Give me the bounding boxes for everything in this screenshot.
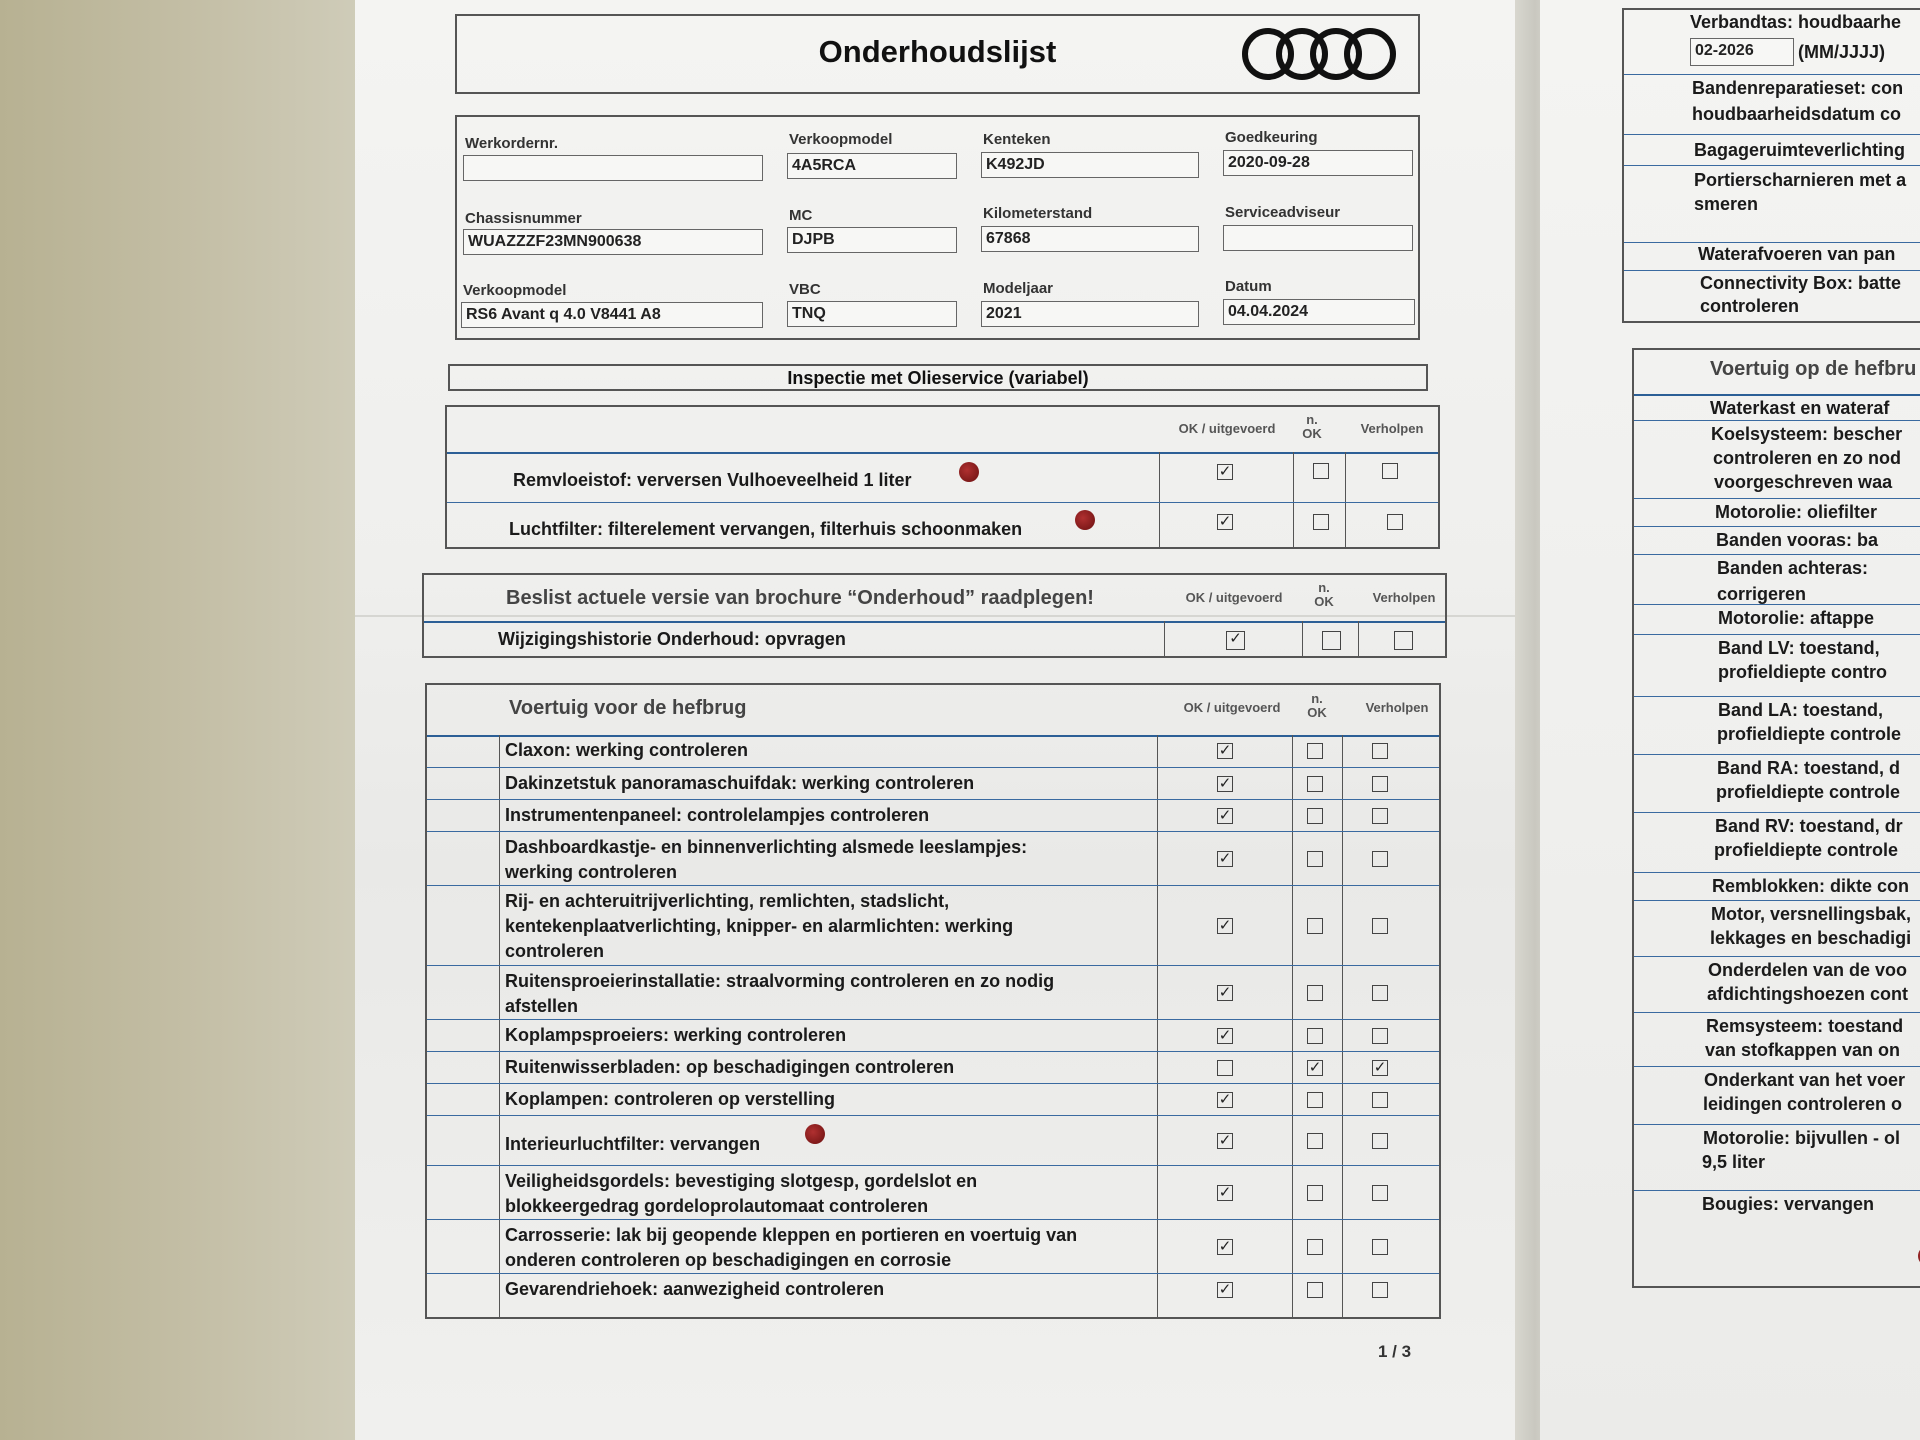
checkbox-fix[interactable] [1372,1282,1388,1298]
audi-rings-icon [1240,26,1400,82]
checkbox-fix[interactable] [1372,1239,1388,1255]
right-row-text: Motorolie: bijvullen - ol [1703,1128,1900,1148]
checkbox-nok[interactable] [1307,1185,1323,1201]
row-text [505,1223,1077,1273]
checkbox-nok[interactable] [1307,1282,1323,1298]
row-text-line: werking controleren [505,862,678,882]
red-dot-marker [1075,510,1095,530]
col-ok: OK / uitgevoerd [1178,421,1276,436]
row-text [505,1087,835,1112]
table-row [427,1115,1439,1166]
right-table-top [1622,8,1920,323]
grid-line [1634,696,1920,697]
row-text-line: Ruitensproeierinstallatie: straalvorming controleren en zo nodig [505,971,1055,991]
right-row-text: controleren [1700,296,1800,316]
col-nok: n. OK [1302,412,1322,441]
field-mc: DJPB [787,227,957,253]
grid-line [1634,634,1920,635]
grid-line [1634,498,1920,499]
right-row-text: van stofkappen van on [1705,1040,1901,1060]
row-text [505,835,1027,885]
row-text: Remvloeistof: verversen Vulhoeveelheid 1 liter [513,470,912,490]
table-row [447,452,1438,502]
table-row [427,831,1439,886]
wall-background [0,0,360,1440]
right-row-text: Motorolie: oliefilter [1715,502,1877,522]
row-text-line: Koplampen: controleren op verstelling [505,1089,836,1109]
row-text: Wijzigingshistorie Onderhoud: opvragen [498,629,846,649]
table-row [447,502,1438,550]
checkbox-nok[interactable] [1313,463,1329,479]
right-row-text: houdbaarheidsdatum co [1692,104,1902,124]
right-row-text: lekkages en beschadigi [1710,928,1912,948]
col-ok: OK / uitgevoerd [1183,700,1281,715]
right-row-text: corrigeren [1717,584,1807,604]
right-row-text: Waterafvoeren van pan [1698,244,1896,264]
grid-line [1634,526,1920,527]
right-row-text: profieldiepte contro [1718,662,1888,682]
field-datum: 04.04.2024 [1223,299,1415,325]
red-dot-marker [959,462,979,482]
page-title: Onderhoudslijst [818,34,1057,69]
checkbox-nok[interactable] [1307,1239,1323,1255]
checkbox-ok[interactable]: ✓ [1218,807,1232,824]
field-kenteken: K492JD [981,152,1199,178]
right-table-hefbrug [1632,348,1920,1288]
table-header [447,407,1438,454]
table-row [424,621,1445,658]
checkbox-fix[interactable] [1372,1133,1388,1149]
row-text-line: blokkeergedrag gordeloprolautomaat controleren [505,1196,929,1216]
label-werkordernr: Werkordernr. [465,135,559,152]
table-row [427,1083,1439,1116]
table-header [424,575,1445,623]
row-text-line: Carrosserie: lak bij geopende kleppen en portieren en voertuig van [505,1225,1078,1245]
table-row [427,767,1439,800]
right-row-text: Band RV: toestand, dr [1715,816,1903,836]
page-number: 1 / 3 [1378,1342,1412,1361]
col-ok: OK / uitgevoerd [1185,590,1283,605]
checkbox-fix[interactable] [1394,631,1413,650]
checkbox-ok[interactable]: ✓ [1218,742,1232,759]
right-row-text: Portierscharnieren met a [1694,170,1907,190]
grid-line [1634,604,1920,605]
checkbox-fix[interactable]: ✓ [1373,1059,1387,1076]
grid-line [1634,812,1920,813]
right-row-text: Band LV: toestand, [1718,638,1880,658]
grid-line [1624,74,1920,75]
right-row-text: profieldiepte controle [1714,840,1899,860]
field-modeljaar: 2021 [981,301,1199,327]
col-fix: Verholpen [1372,590,1436,605]
field-goedkeuring: 2020-09-28 [1223,150,1413,176]
table-row [427,1219,1439,1274]
row-text [505,1277,884,1302]
checkbox-fix[interactable] [1372,985,1388,1001]
grid-line [1634,1066,1920,1067]
checkbox-ok[interactable]: ✓ [1218,775,1232,792]
row-text-line: Instrumentenpaneel: controlelampjes controleren [505,805,930,825]
row-text-line: afstellen [505,996,579,1016]
row-text-line: Rij- en achteruitrijverlichting, remlichten, stadslicht, [505,891,950,911]
checkbox-ok[interactable]: ✓ [1218,850,1232,867]
grid-line [1634,420,1920,421]
right-table-title: Voertuig op de hefbru [1710,358,1917,380]
checkbox-ok[interactable]: ✓ [1218,463,1232,480]
label-verkoopmodel-code: Verkoopmodel [789,131,893,148]
grid-line [1634,554,1920,555]
table-voor-hefbrug [425,683,1441,1319]
checkbox-ok[interactable]: ✓ [1218,1091,1232,1108]
checkbox-fix[interactable] [1372,1185,1388,1201]
field-werkordernr [463,155,763,181]
checkbox-nok[interactable] [1307,851,1323,867]
row-text-line: Interieurluchtfilter: vervangen [505,1134,761,1154]
checkbox-fix[interactable] [1387,514,1403,530]
row-text-line: Gevarendriehoek: aanwezigheid controleren [505,1279,885,1299]
row-text [505,1055,954,1080]
table-row [427,965,1439,1020]
right-row-text: Bougies: vervangen [1702,1194,1875,1214]
table-row [427,799,1439,832]
grid-line [1624,134,1920,135]
right-row-text: controleren en zo nod [1713,448,1902,468]
right-row-text: Motor, versnellingsbak, [1711,904,1912,924]
row-text-line: Ruitenwisserbladen: op beschadigingen controleren [505,1057,955,1077]
right-row-text: Banden vooras: ba [1716,530,1879,550]
right-row-text: Band LA: toestand, [1718,700,1883,720]
field-serviceadviseur [1223,225,1413,251]
field-verkoopmodel-code: 4A5RCA [787,153,957,179]
right-row-text: Koelsysteem: bescher [1711,424,1903,444]
row-text [505,1132,760,1157]
grid-line [1634,1190,1920,1191]
checkbox-fix[interactable] [1372,808,1388,824]
table-row [427,735,1439,767]
title-box [455,14,1420,94]
right-row-text: (MM/JJJJ) [1798,42,1886,62]
label-modeljaar: Modeljaar [983,280,1054,297]
label-kilometerstand: Kilometerstand [983,205,1093,222]
checkbox-nok[interactable] [1307,985,1323,1001]
section-title: Inspectie met Olieservice (variabel) [448,364,1428,391]
right-row-text: Verbandtas: houdbaarhe [1690,12,1902,32]
grid-line [1634,956,1920,957]
table-title: Voertuig voor de hefbrug [509,697,747,719]
checkbox-nok[interactable] [1307,1028,1323,1044]
checkbox-nok[interactable] [1307,808,1323,824]
label-mc: MC [789,207,813,224]
right-row-text: Onderkant van het voer [1704,1070,1906,1090]
checkbox-nok[interactable] [1307,743,1323,759]
col-nok: n. OK [1314,580,1334,609]
row-text-line: Dashboardkastje- en binnenverlichting alsmede leeslampjes: [505,837,1028,857]
table-header [427,685,1439,737]
right-row-text: smeren [1694,194,1759,214]
row-text-line: Dakinzetstuk panoramaschuifdak: werking controleren [505,773,975,793]
col-nok: n. OK [1307,691,1327,720]
checkbox-ok[interactable]: ✓ [1218,1132,1232,1149]
row-text [505,1169,977,1219]
col-fix: Verholpen [1360,421,1424,436]
checkbox-fix[interactable] [1382,463,1398,479]
label-serviceadviseur: Serviceadviseur [1225,204,1341,221]
label-datum: Datum [1225,278,1272,295]
right-row-text: Remsysteem: toestand [1706,1016,1904,1036]
right-row-text: leidingen controleren o [1703,1094,1903,1114]
checkbox-ok[interactable]: ✓ [1218,984,1232,1001]
checkbox-ok[interactable]: ✓ [1218,1281,1232,1298]
field-verkoopmodel-name: RS6 Avant q 4.0 V8441 A8 [461,302,763,328]
table-row [427,1019,1439,1052]
vehicle-info-box [455,115,1420,340]
col-fix: Verholpen [1365,700,1429,715]
checkbox-ok[interactable]: ✓ [1218,1027,1232,1044]
checkbox-nok[interactable]: ✓ [1308,1059,1322,1076]
right-row-text: Connectivity Box: batte [1700,273,1902,293]
checkbox-fix[interactable] [1372,776,1388,792]
row-text-line: onderen controleren op beschadigingen en corrosie [505,1250,952,1270]
right-row-text: Banden achteras: [1717,558,1869,578]
right-row-text: Bandenreparatieset: con [1692,78,1904,98]
right-row-text: Onderdelen van de voo [1708,960,1908,980]
label-chassisnummer: Chassisnummer [465,210,582,227]
table-row [427,1273,1439,1306]
table-brochure [422,573,1447,658]
checkbox-ok[interactable]: ✓ [1218,1238,1232,1255]
grid-line [1634,754,1920,755]
label-kenteken: Kenteken [983,131,1051,148]
field-kilometerstand: 67868 [981,226,1199,252]
table-row [427,885,1439,966]
checkbox-ok[interactable]: ✓ [1218,917,1232,934]
row-text [505,771,974,796]
checkbox-fix[interactable] [1372,1092,1388,1108]
checkbox-nok[interactable] [1307,776,1323,792]
checkbox-nok[interactable] [1313,514,1329,530]
label-verkoopmodel-name: Verkoopmodel [463,282,567,299]
row-text-line: controleren [505,941,605,961]
field-verbandtas-date: 02-2026 [1690,38,1794,66]
checkbox-nok[interactable] [1322,631,1341,650]
checkbox-nok[interactable] [1307,1133,1323,1149]
checkbox-fix[interactable] [1372,851,1388,867]
grid-line [1634,1012,1920,1013]
right-row-text: Remblokken: dikte con [1712,876,1910,896]
checkbox-ok[interactable] [1217,1060,1233,1076]
right-row-text: voorgeschreven waa [1714,472,1893,492]
row-text [505,803,929,828]
row-text [505,889,1013,964]
row-text-line: Koplampsproeiers: werking controleren [505,1025,847,1045]
row-text-line: Claxon: werking controleren [505,740,749,760]
checkbox-ok[interactable]: ✓ [1226,631,1245,650]
table-row [427,1165,1439,1220]
checkbox-ok[interactable]: ✓ [1218,513,1232,530]
label-goedkeuring: Goedkeuring [1225,129,1318,146]
row-text [505,969,1054,1019]
row-text [505,1023,846,1048]
row-text [505,738,748,763]
checkbox-fix[interactable] [1372,743,1388,759]
right-row-text: profieldiepte controle [1716,782,1901,802]
row-text: Luchtfilter: filterelement vervangen, filterhuis schoonmaken [509,519,1023,539]
field-chassisnummer: WUAZZZF23MN900638 [463,229,763,255]
field-vbc: TNQ [787,301,957,327]
grid-line [1634,872,1920,873]
checkbox-fix[interactable] [1372,918,1388,934]
table-inspection [445,405,1440,549]
row-text-line: kentekenplaatverlichting, knipper- en alarmlichten: werking [505,916,1014,936]
table-row [427,1051,1439,1084]
right-row-text: Bagageruimteverlichting [1694,140,1906,160]
checkbox-fix[interactable] [1372,1028,1388,1044]
red-dot-marker [805,1124,825,1144]
right-row-text: Motorolie: aftappe [1718,608,1874,628]
grid-line [1624,165,1920,166]
table-title: Beslist actuele versie van brochure “Onderhoud” raadplegen! [506,587,1094,609]
checkbox-ok[interactable]: ✓ [1218,1184,1232,1201]
row-text-line: Veiligheidsgordels: bevestiging slotgesp, gordelslot en [505,1171,978,1191]
right-row-text: Waterkast en wateraf [1710,398,1890,418]
right-row-text: 9,5 liter [1702,1152,1766,1172]
right-row-text: profieldiepte controle [1717,724,1902,744]
grid-line [1634,900,1920,901]
right-row-text: Band RA: toestand, d [1717,758,1900,778]
right-row-text: afdichtingshoezen cont [1707,984,1909,1004]
grid-line [1634,1124,1920,1125]
checkbox-nok[interactable] [1307,918,1323,934]
label-vbc: VBC [789,281,821,298]
checkbox-nok[interactable] [1307,1092,1323,1108]
